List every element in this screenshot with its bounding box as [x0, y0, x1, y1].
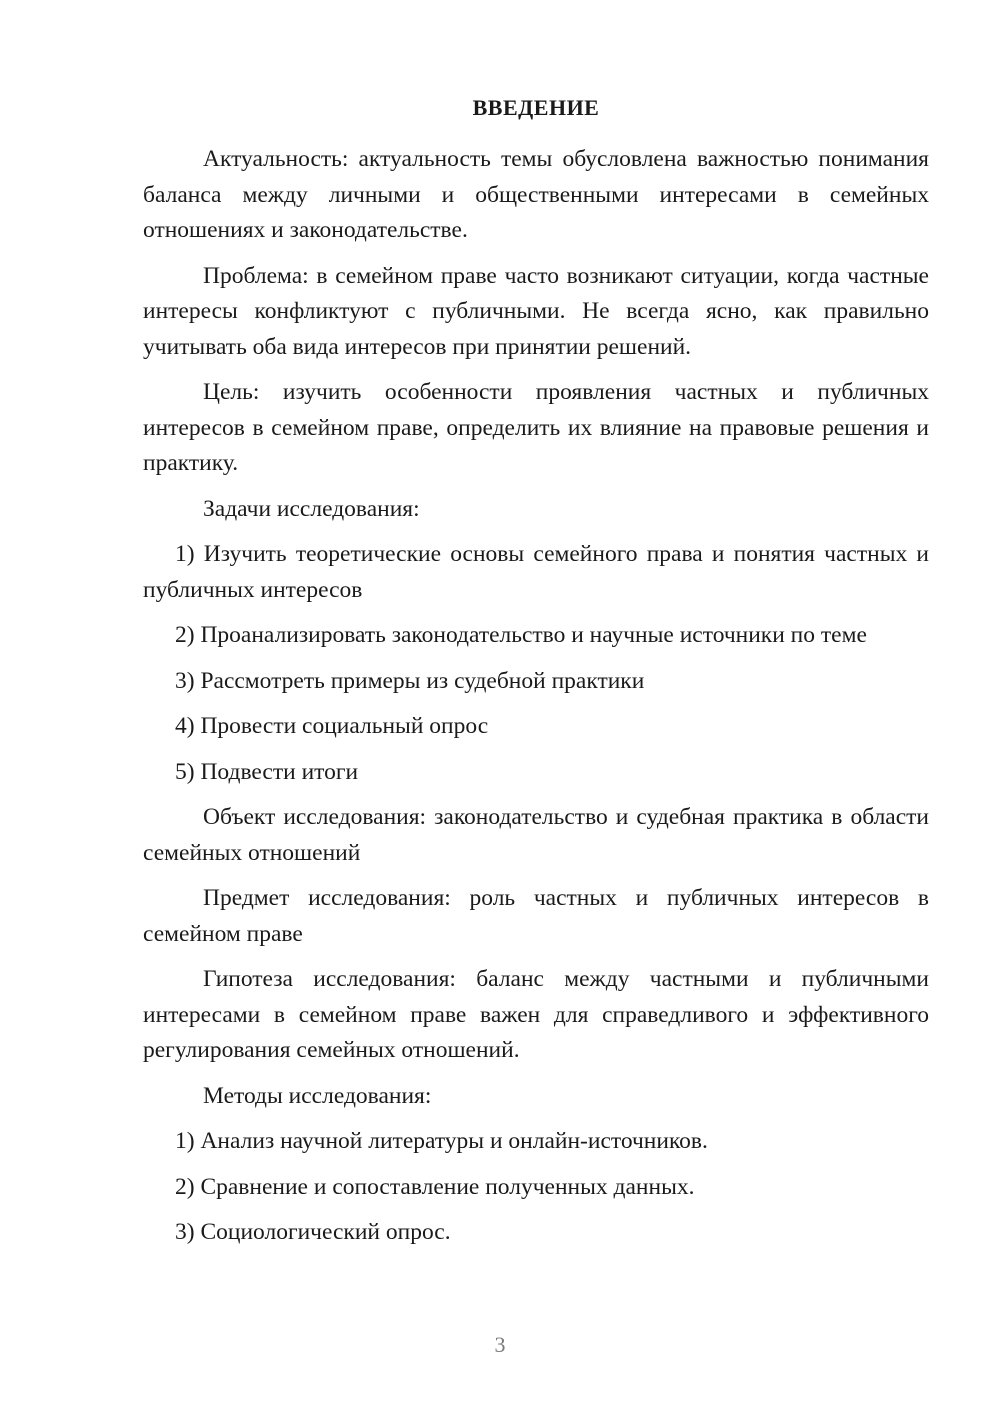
document-body: [143, 142, 929, 1261]
task-item: 1) Изучить теоретические основы семейного права и понятия частных и публичных интересов: [143, 541, 929, 603]
method-item: 2) Сравнение и сопоставление полученных данных.: [175, 1173, 695, 1200]
paragraph-problem: Проблема: в семейном праве часто возникают ситуации, когда частные интересы конфликтуют с публичными. Не всегда ясно, как правильно учитывать оба вида интересов при принятии решений.: [143, 262, 929, 360]
methods-heading: Методы исследования:: [203, 1082, 432, 1109]
method-item: 1) Анализ научной литературы и онлайн-источников.: [175, 1128, 708, 1154]
task-item: 4) Провести социальный опрос: [175, 713, 489, 739]
paragraph-object: Объект исследования: законодательство и судебная практика в области семейных отношений: [143, 804, 929, 866]
task-item: 2) Проанализировать законодательство и научные источники по теме: [175, 622, 867, 648]
paragraph-subject: Предмет исследования: роль частных и публичных интересов в семейном праве: [143, 885, 929, 947]
paragraph-hypothesis: Гипотеза исследования: баланс между частными и публичными интересами в семейном праве важен для справедливого и эффективного регулирования семейных отношений.: [143, 966, 929, 1063]
task-item: 5) Подвести итоги: [175, 758, 359, 785]
page-number: 3: [494, 1332, 506, 1357]
tasks-heading: Задачи исследования:: [203, 495, 420, 522]
paragraph-goal: Цель: изучить особенности проявления частных и публичных интересов в семейном праве, определить их влияние на правовые решения и практику.: [143, 379, 929, 476]
paragraph-relevance: Актуальность: актуальность темы обусловлена важностью понимания баланса между личными и общественными интересами в семейных отношениях и законодательстве.: [143, 146, 929, 243]
section-title: ВВЕДЕНИЕ: [472, 95, 600, 120]
method-item: 3) Социологический опрос.: [175, 1219, 451, 1245]
task-item: 3) Рассмотреть примеры из судебной практики: [175, 667, 645, 694]
